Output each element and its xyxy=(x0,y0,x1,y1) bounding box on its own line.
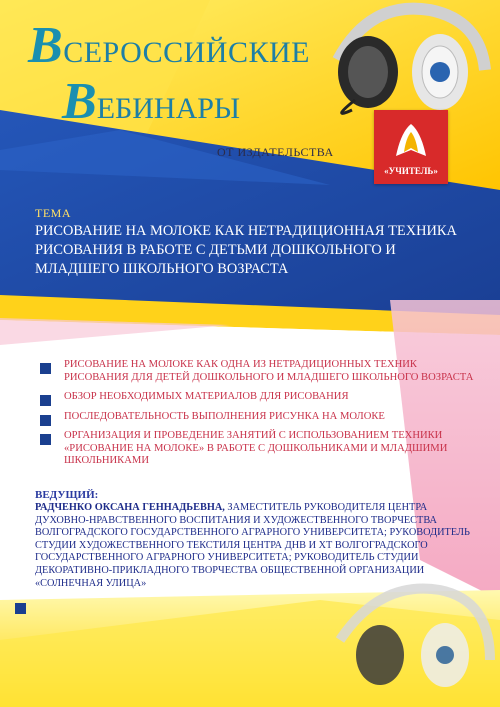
leader-description: ЗАМЕСТИТЕЛЬ РУКОВОДИТЕЛЯ ЦЕНТРА ДУХОВНО-НРАВСТВЕННОГО ВОСПИТАНИЯ И ХУДОЖЕСТВЕННОГО ТВОРЧЕСТВА ВОЛГОГРАДСКОГО ГОСУДАРСТВЕННОГО АГРАРНОГО УНИВЕРСИТЕТА; РУКОВОДИТЕЛЬ СТУДИИ ХУДОЖЕСТВЕННОГО ТЕКСТИЛЯ ЦЕНТРА ДНВ И ХТ ВОЛГОГРАДСКОГО ГОСУДАРСТВЕННОГО АГРАРНОГО УНИВЕРСИТЕТА; РУКОВОДИТЕЛЬ СТУДИИ ДЕКОРАТИВНО-ПРИКЛАДНОГО ТВОРЧЕСТВА ОБЩЕСТВЕННОЙ ОРГАНИЗАЦИИ «СОЛНЕЧНАЯ УЛИЦА» xyxy=(35,502,470,589)
bullet-list xyxy=(40,359,480,475)
webinar-title xyxy=(28,17,310,130)
bullet-square-icon xyxy=(40,415,51,426)
list-item: ОБЗОР НЕОБХОДИМЫХ МАТЕРИАЛОВ ДЛЯ РИСОВАНИЯ xyxy=(40,391,480,404)
title-line-1: СЕРОССИЙСКИЕ xyxy=(63,36,310,69)
leader-heading: ВЕДУЩИЙ: xyxy=(35,489,99,501)
list-item: ПОСЛЕДОВАТЕЛЬНОСТЬ ВЫПОЛНЕНИЯ РИСУНКА НА МОЛОКЕ xyxy=(40,411,480,424)
bullet-square-icon xyxy=(40,395,51,406)
topic-heading: ТЕМА xyxy=(35,206,71,220)
list-item: РИСОВАНИЕ НА МОЛОКЕ КАК ОДНА ИЗ НЕТРАДИЦИОННЫХ ТЕХНИК РИСОВАНИЯ ДЛЯ ДЕТЕЙ ДОШКОЛЬНОГО И МЛАДШЕГО ШКОЛЬНОГО ВОЗРАСТА xyxy=(40,359,480,384)
publisher-label: ОТ ИЗДАТЕЛЬСТВА xyxy=(217,145,334,159)
bullet-square-icon xyxy=(40,363,51,374)
leader-name: РАДЧЕНКО ОКСАНА ГЕННАДЬЕВНА, xyxy=(35,502,225,513)
leader-info xyxy=(35,502,475,590)
topic-text: РИСОВАНИЕ НА МОЛОКЕ КАК НЕТРАДИЦИОННАЯ ТЕХНИКА РИСОВАНИЯ В РАБОТЕ С ДЕТЬМИ ДОШКОЛЬНОГО И МЛАДШЕГО ШКОЛЬНОГО ВОЗРАСТА xyxy=(35,223,457,277)
title-initial-1: В xyxy=(28,17,64,74)
publisher-badge xyxy=(374,110,448,184)
title-line-2: ЕБИНАРЫ xyxy=(96,92,241,125)
list-item: ОРГАНИЗАЦИЯ И ПРОВЕДЕНИЕ ЗАНЯТИЙ С ИСПОЛЬЗОВАНИЕМ ТЕХНИКИ «РИСОВАНИЕ НА МОЛОКЕ» В РАБОТЕ С ДОШКОЛЬНИКАМИ И МЛАДШИМИ ШКОЛЬНИКАМИ xyxy=(40,430,480,468)
title-initial-2: В xyxy=(62,73,97,130)
book-logo-icon xyxy=(374,116,448,166)
badge-label: «УЧИТЕЛЬ» xyxy=(384,166,438,176)
bullet-square-icon xyxy=(40,434,51,445)
